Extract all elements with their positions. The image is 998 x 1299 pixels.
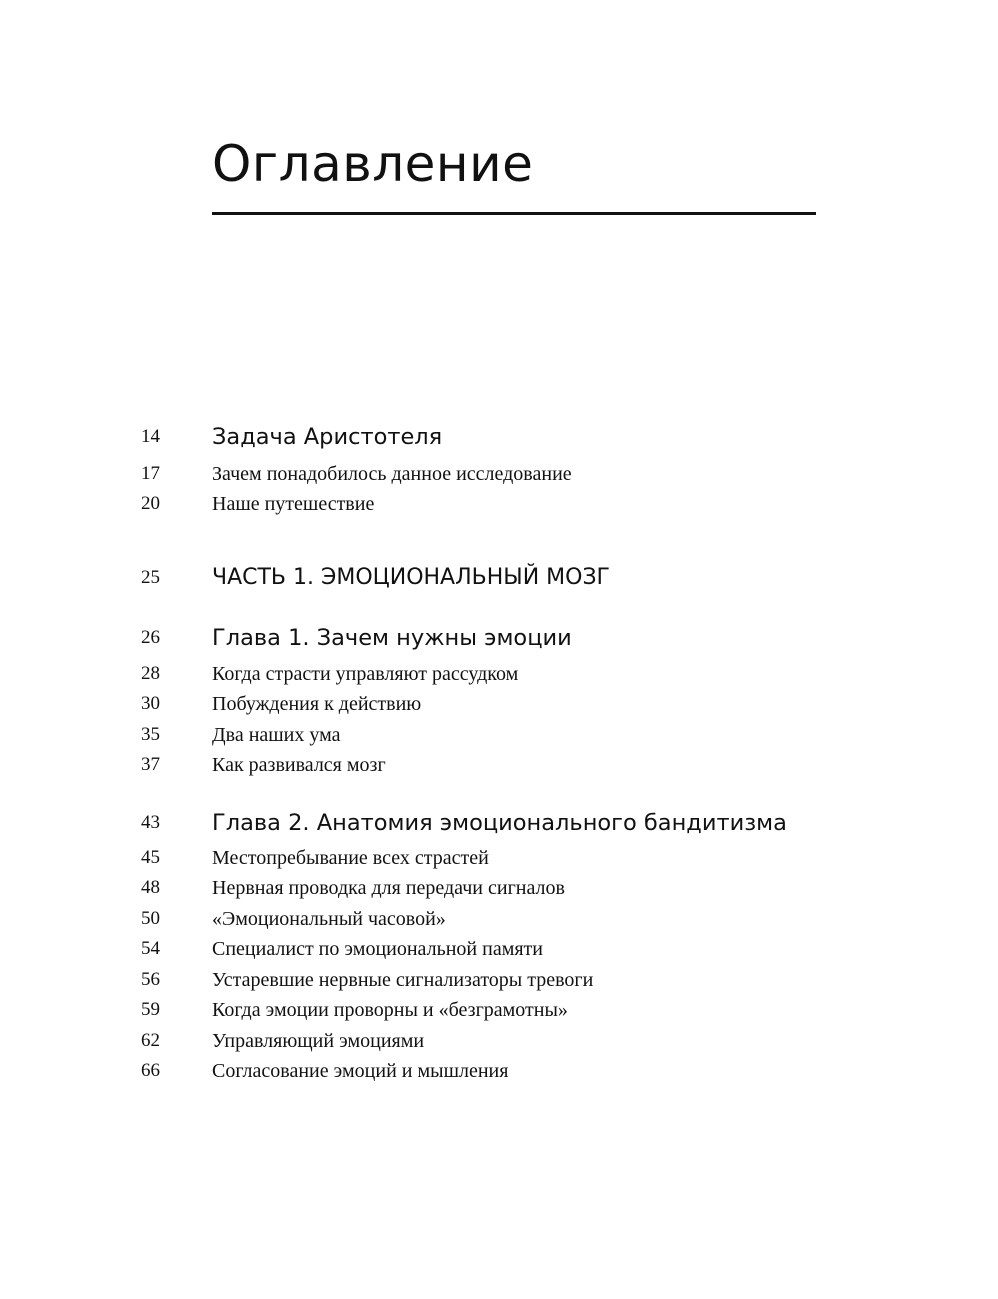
toc-page-number: 56 <box>141 969 160 990</box>
toc-entry-title: Глава 2. Анатомия эмоционального бандитизма <box>212 810 787 836</box>
toc-entry-title: Когда эмоции проворны и «безграмотны» <box>212 999 568 1021</box>
toc-entry[interactable] <box>0 461 998 491</box>
toc-entry[interactable] <box>0 752 998 782</box>
toc-entry[interactable] <box>0 997 998 1027</box>
toc-entry[interactable] <box>0 845 998 875</box>
toc-entry-title: Зачем понадобилось данное исследование <box>212 463 572 485</box>
toc-page-number: 66 <box>141 1060 160 1081</box>
toc-entry-title: Местопребывание всех страстей <box>212 847 489 869</box>
toc-entry[interactable] <box>0 936 998 966</box>
toc-entry[interactable] <box>0 906 998 936</box>
toc-page-number: 59 <box>141 999 160 1020</box>
page-title: Оглавление <box>212 135 534 193</box>
toc-entry-title: Согласование эмоций и мышления <box>212 1060 509 1082</box>
toc-chapter-heading[interactable] <box>0 625 998 655</box>
toc-part-heading[interactable] <box>0 565 998 595</box>
toc-entry-title: Два наших ума <box>212 724 341 746</box>
toc-page-number: 26 <box>141 627 160 648</box>
toc-entry[interactable] <box>0 1028 998 1058</box>
toc-entry[interactable] <box>0 722 998 752</box>
toc-entry-title: Побуждения к действию <box>212 693 422 715</box>
toc-entry-title: Специалист по эмоциональной памяти <box>212 938 543 960</box>
toc-entry-title: Устаревшие нервные сигнализаторы тревоги <box>212 969 594 991</box>
toc-page-number: 20 <box>141 493 160 514</box>
toc-page-number: 43 <box>141 812 160 833</box>
toc-page-number: 25 <box>141 567 160 588</box>
toc-chapter-heading[interactable] <box>0 810 998 840</box>
toc-entry[interactable] <box>0 1058 998 1088</box>
toc-entry[interactable] <box>0 691 998 721</box>
toc-page-number: 50 <box>141 908 160 929</box>
toc-entry-title: Задача Аристотеля <box>212 424 443 450</box>
toc-entry-title: ЧАСТЬ 1. ЭМОЦИОНАЛЬНЫЙ МОЗГ <box>212 565 610 590</box>
toc-entry-title: Нервная проводка для передачи сигналов <box>212 877 565 899</box>
toc-entry-title: «Эмоциональный часовой» <box>212 908 446 930</box>
toc-page-number: 35 <box>141 724 160 745</box>
toc-page-number: 28 <box>141 663 160 684</box>
toc-entry-title: Как развивался мозг <box>212 754 386 776</box>
toc-entry[interactable] <box>0 491 998 521</box>
toc-page-number: 45 <box>141 847 160 868</box>
toc-page-number: 62 <box>141 1030 160 1051</box>
toc-entry[interactable] <box>0 875 998 905</box>
toc-entry-title: Когда страсти управляют рассудком <box>212 663 519 685</box>
toc-page-number: 17 <box>141 463 160 484</box>
toc-page-number: 14 <box>141 426 160 447</box>
toc-page-number: 48 <box>141 877 160 898</box>
toc-entry-title: Наше путешествие <box>212 493 375 515</box>
toc-entry-title: Управляющий эмоциями <box>212 1030 425 1052</box>
toc-entry-title: Глава 1. Зачем нужны эмоции <box>212 625 572 651</box>
toc-page-number: 30 <box>141 693 160 714</box>
toc-page-number: 37 <box>141 754 160 775</box>
toc-entry[interactable] <box>0 661 998 691</box>
toc-entry-aristotle[interactable] <box>0 424 998 454</box>
toc-page-number: 54 <box>141 938 160 959</box>
toc-entry[interactable] <box>0 967 998 997</box>
